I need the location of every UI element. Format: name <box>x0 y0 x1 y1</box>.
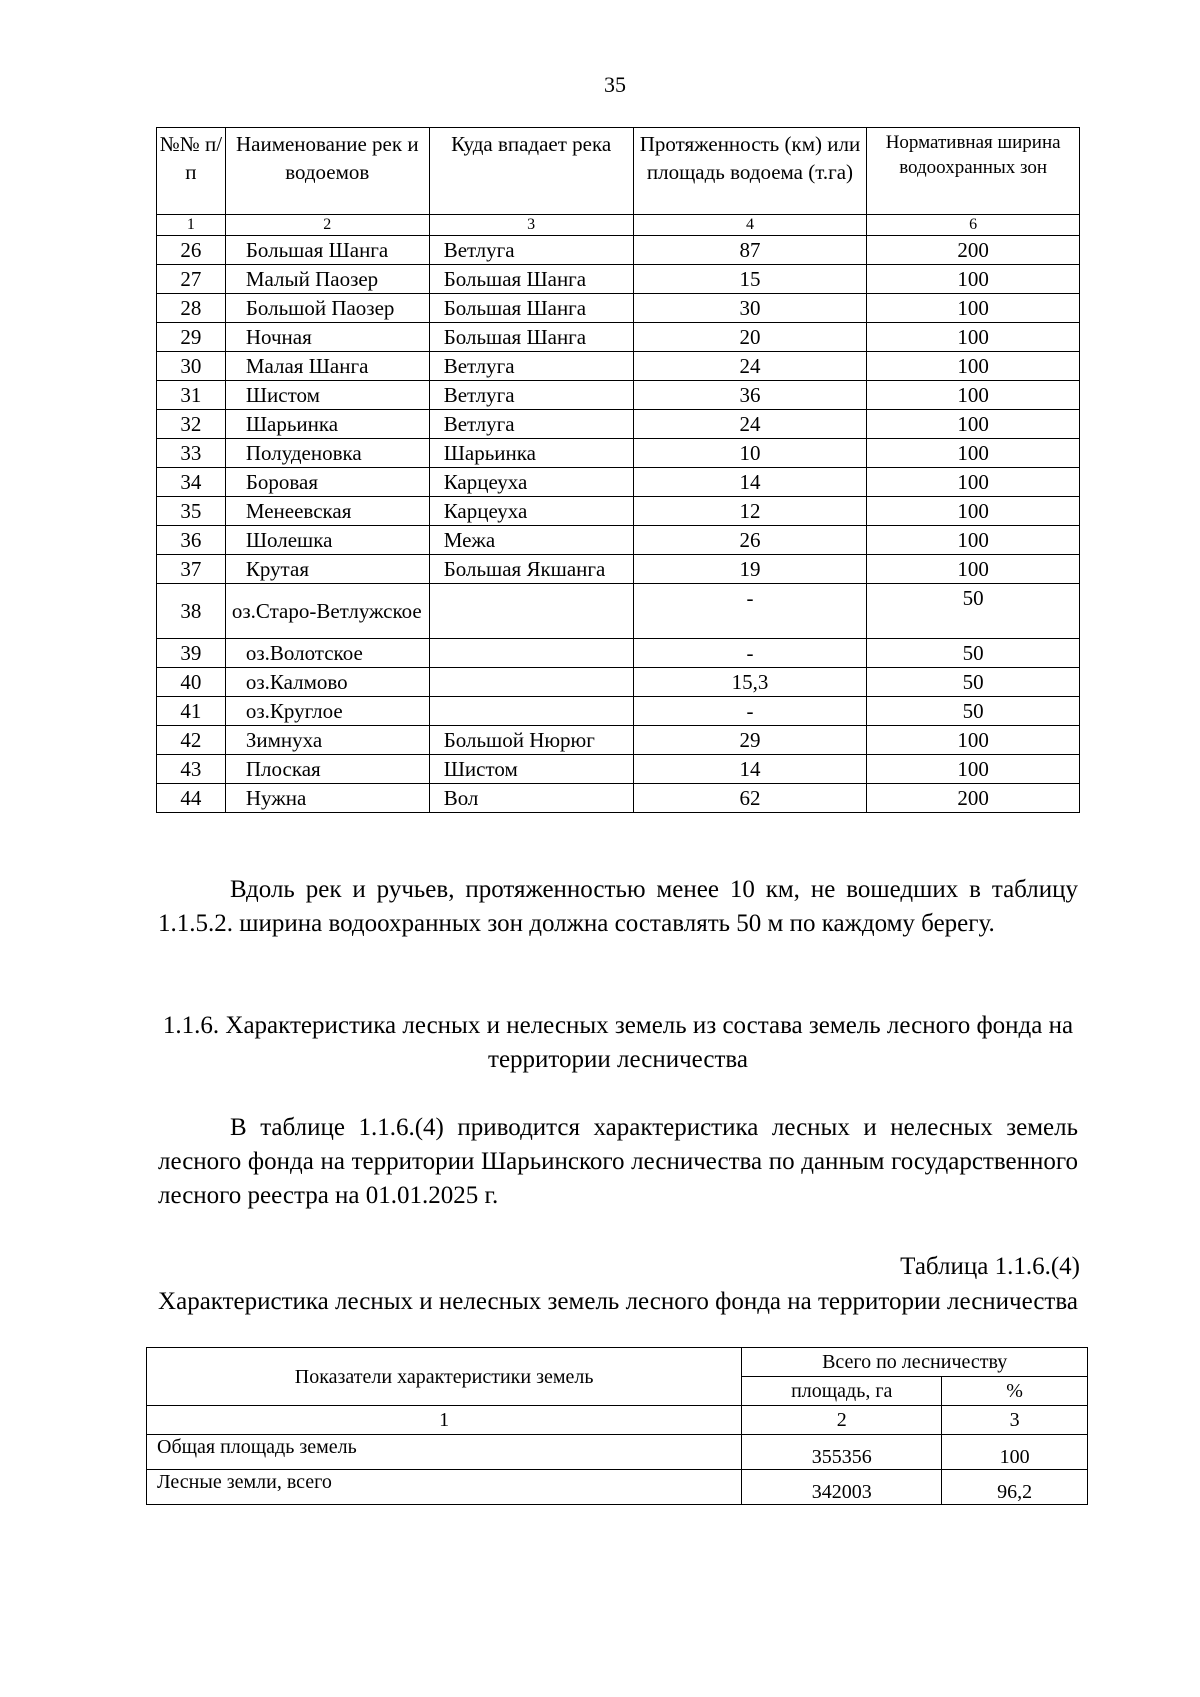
row-number: 29 <box>157 323 226 352</box>
row-number: 31 <box>157 381 226 410</box>
river-mouth: Ветлуга <box>429 352 633 381</box>
table-row <box>157 439 1080 468</box>
row-number: 33 <box>157 439 226 468</box>
land-table-header-row <box>147 1348 1088 1377</box>
river-name: Большой Паозер <box>225 294 429 323</box>
river-name: Ночная <box>225 323 429 352</box>
river-mouth: Большая Якшанга <box>429 555 633 584</box>
row-number: 42 <box>157 726 226 755</box>
river-name: Плоская <box>225 755 429 784</box>
river-length: - <box>633 697 867 726</box>
page-number: 35 <box>604 72 626 97</box>
header-indicator: Показатели характеристики земель <box>147 1348 742 1406</box>
row-number: 30 <box>157 352 226 381</box>
column-number: 1 <box>147 1406 742 1435</box>
zone-width: 100 <box>867 497 1080 526</box>
table-row <box>157 468 1080 497</box>
river-length: 14 <box>633 755 867 784</box>
river-mouth: Ветлуга <box>429 236 633 265</box>
zone-width: 100 <box>867 468 1080 497</box>
table-row <box>157 265 1080 294</box>
river-name: Шистом <box>225 381 429 410</box>
river-name: Нужна <box>225 784 429 813</box>
river-name: Шарьинка <box>225 410 429 439</box>
header-zone-width: Нормативная ширина водоохранных зон <box>867 128 1080 215</box>
header-length: Протяженность (км) или площадь водоема (т.га) <box>633 128 867 215</box>
row-area: 342003 <box>742 1470 942 1505</box>
river-name: Крутая <box>225 555 429 584</box>
river-name: оз.Круглое <box>225 697 429 726</box>
land-characteristics-table <box>146 1347 1088 1505</box>
river-length: - <box>633 584 867 639</box>
header-number: №№ п/п <box>157 128 226 215</box>
row-percent: 96,2 <box>942 1470 1088 1505</box>
river-length: 15,3 <box>633 668 867 697</box>
river-length: 14 <box>633 468 867 497</box>
rivers-table-header <box>157 128 1080 215</box>
row-number: 26 <box>157 236 226 265</box>
row-number: 41 <box>157 697 226 726</box>
table-label: Таблица 1.1.6.(4) <box>900 1253 1080 1280</box>
header-mouth: Куда впадает река <box>429 128 633 215</box>
river-length: 12 <box>633 497 867 526</box>
header-total: Всего по лесничеству <box>742 1348 1088 1377</box>
row-number: 28 <box>157 294 226 323</box>
river-mouth <box>429 584 633 639</box>
zone-width: 100 <box>867 265 1080 294</box>
column-number: 3 <box>942 1406 1088 1435</box>
river-length: 10 <box>633 439 867 468</box>
river-name: Малая Шанга <box>225 352 429 381</box>
table-row <box>157 526 1080 555</box>
river-mouth <box>429 639 633 668</box>
row-label: Лесные земли, всего <box>147 1470 742 1505</box>
column-number: 2 <box>225 215 429 236</box>
zone-width: 100 <box>867 555 1080 584</box>
river-name: Менеевская <box>225 497 429 526</box>
row-percent: 100 <box>942 1435 1088 1470</box>
table-row <box>157 668 1080 697</box>
zone-width: 100 <box>867 439 1080 468</box>
land-column-number-row <box>147 1406 1088 1435</box>
river-name: Полуденовка <box>225 439 429 468</box>
row-number: 39 <box>157 639 226 668</box>
table-row <box>157 497 1080 526</box>
river-mouth: Большая Шанга <box>429 323 633 352</box>
header-name: Наименование рек и водоемов <box>225 128 429 215</box>
river-length: 24 <box>633 352 867 381</box>
table-row <box>157 726 1080 755</box>
row-number: 36 <box>157 526 226 555</box>
river-mouth: Большой Нюрюг <box>429 726 633 755</box>
river-mouth: Шарьинка <box>429 439 633 468</box>
row-number: 35 <box>157 497 226 526</box>
river-mouth <box>429 697 633 726</box>
zone-width: 100 <box>867 352 1080 381</box>
table-row <box>157 352 1080 381</box>
river-mouth: Вол <box>429 784 633 813</box>
table-row <box>157 584 1080 639</box>
zone-width: 100 <box>867 526 1080 555</box>
zone-width: 50 <box>867 697 1080 726</box>
paragraph-table-intro: В таблице 1.1.6.(4) приводится характеристика лесных и нелесных земель лесного фонда на территории Шарьинского лесничества по данным государственного лесного реестра на 01.01.2025 г. <box>158 1114 1078 1209</box>
row-number: 27 <box>157 265 226 294</box>
river-mouth: Карцеуха <box>429 468 633 497</box>
zone-width: 100 <box>867 755 1080 784</box>
table-row <box>157 294 1080 323</box>
column-number: 2 <box>742 1406 942 1435</box>
column-number: 6 <box>867 215 1080 236</box>
zone-width: 200 <box>867 784 1080 813</box>
paragraph-water-zones: Вдоль рек и ручьев, протяженностью менее 10 км, не вошедших в таблицу 1.1.5.2. ширина водоохранных зон должна составлять 50 м по каждому берегу. <box>158 876 1078 937</box>
rivers-table-body <box>157 236 1080 813</box>
river-name: оз.Калмово <box>225 668 429 697</box>
river-name: оз.Старо-Ветлужское <box>225 584 429 639</box>
rivers-table <box>156 127 1080 813</box>
table-row <box>147 1470 1088 1505</box>
column-number: 3 <box>429 215 633 236</box>
zone-width: 100 <box>867 323 1080 352</box>
river-length: 30 <box>633 294 867 323</box>
header-percent: % <box>942 1377 1088 1406</box>
zone-width: 200 <box>867 236 1080 265</box>
river-length: 24 <box>633 410 867 439</box>
row-number: 34 <box>157 468 226 497</box>
row-number: 40 <box>157 668 226 697</box>
river-length: 62 <box>633 784 867 813</box>
zone-width: 50 <box>867 584 1080 639</box>
table-row <box>157 555 1080 584</box>
table-row <box>157 236 1080 265</box>
row-area: 355356 <box>742 1435 942 1470</box>
table-row <box>157 381 1080 410</box>
river-name: Зимнуха <box>225 726 429 755</box>
river-length: 29 <box>633 726 867 755</box>
river-mouth: Большая Шанга <box>429 294 633 323</box>
row-label: Общая площадь земель <box>147 1435 742 1470</box>
river-length: - <box>633 639 867 668</box>
river-name: Боровая <box>225 468 429 497</box>
table-caption: Характеристика лесных и нелесных земель лесного фонда на территории лесничества <box>158 1288 1078 1315</box>
section-title: 1.1.6. Характеристика лесных и нелесных земель из состава земель лесного фонда на территории лесничества <box>162 1012 1074 1073</box>
river-length: 26 <box>633 526 867 555</box>
table-row <box>157 784 1080 813</box>
river-length: 36 <box>633 381 867 410</box>
zone-width: 50 <box>867 668 1080 697</box>
river-length: 15 <box>633 265 867 294</box>
zone-width: 50 <box>867 639 1080 668</box>
river-mouth: Ветлуга <box>429 381 633 410</box>
column-number: 1 <box>157 215 226 236</box>
table-row <box>157 323 1080 352</box>
river-name: Малый Паозер <box>225 265 429 294</box>
row-number: 38 <box>157 584 226 639</box>
river-mouth: Ветлуга <box>429 410 633 439</box>
river-mouth: Шистом <box>429 755 633 784</box>
river-name: оз.Волотское <box>225 639 429 668</box>
zone-width: 100 <box>867 410 1080 439</box>
zone-width: 100 <box>867 726 1080 755</box>
river-mouth <box>429 668 633 697</box>
river-name: Большая Шанга <box>225 236 429 265</box>
river-length: 19 <box>633 555 867 584</box>
zone-width: 100 <box>867 294 1080 323</box>
row-number: 44 <box>157 784 226 813</box>
river-mouth: Карцеуха <box>429 497 633 526</box>
column-number: 4 <box>633 215 867 236</box>
table-row <box>157 639 1080 668</box>
table-row <box>147 1435 1088 1470</box>
river-name: Шолешка <box>225 526 429 555</box>
header-area: площадь, га <box>742 1377 942 1406</box>
table-row <box>157 697 1080 726</box>
zone-width: 100 <box>867 381 1080 410</box>
table-row <box>157 755 1080 784</box>
row-number: 43 <box>157 755 226 784</box>
column-number-row <box>157 215 1080 236</box>
row-number: 37 <box>157 555 226 584</box>
river-length: 20 <box>633 323 867 352</box>
river-mouth: Большая Шанга <box>429 265 633 294</box>
river-mouth: Межа <box>429 526 633 555</box>
row-number: 32 <box>157 410 226 439</box>
table-row <box>157 410 1080 439</box>
river-length: 87 <box>633 236 867 265</box>
